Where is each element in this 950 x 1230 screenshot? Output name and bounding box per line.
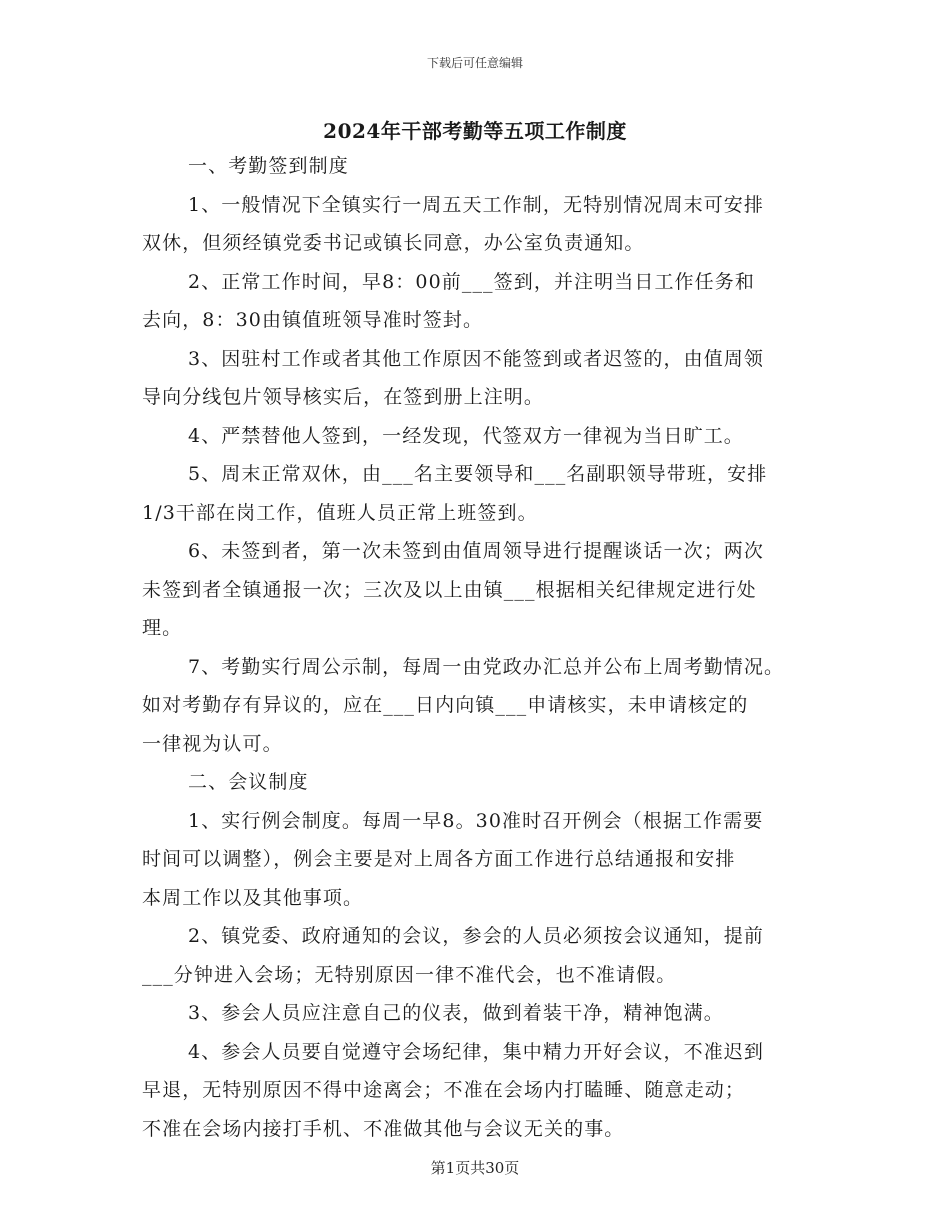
text-line: 7、考勤实行周公示制，每周一由党政办汇总并公布上周考勤情况。: [188, 655, 785, 678]
text-line: 2、镇党委、政府通知的会议，参会的人员必须按会议通知，提前: [188, 925, 764, 947]
document-body: [142, 147, 832, 1148]
text-line: 早退，无特别原因不得中途离会；不准在会场内打瞌睡、随意走动；: [142, 1079, 746, 1101]
text-line: 如对考勤存有异议的，应在___日内向镇___申请核实，未申请核定的: [142, 694, 749, 716]
text-line: 6、未签到者，第一次未签到由值周领导进行提醒谈话一次；两次: [188, 540, 764, 562]
text-line: 3、参会人员应注意自己的仪表，做到着装干净，精神饱满。: [188, 1002, 724, 1024]
text-line: 1、一般情况下全镇实行一周五天工作制，无特别情况周末可安排: [188, 193, 764, 216]
text-line: 双休，但须经镇党委书记或镇长同意，办公室负责通知。: [142, 232, 645, 254]
text-line: 二、会议制度: [188, 771, 309, 793]
text-line: 理。: [142, 617, 183, 639]
text-line: 2、正常工作时间，早8：00前___签到，并注明当日工作任务和: [188, 270, 755, 293]
text-line: 未签到者全镇通报一次；三次及以上由镇___根据相关纪律规定进行处: [142, 578, 757, 601]
text-line: 5、周末正常双休，由___名主要领导和___名副职领导带班，安排: [188, 463, 768, 485]
text-line: 4、严禁替他人签到，一经发现，代签双方一律视为当日旷工。: [188, 424, 744, 447]
text-line: 4、参会人员要自觉遵守会场纪律，集中精力开好会议，不准迟到: [188, 1040, 764, 1063]
text-line: 一律视为认可。: [142, 732, 283, 755]
text-line: 1、实行例会制度。每周一早8。30准时召开例会（根据工作需要: [188, 809, 764, 832]
text-line: 本周工作以及其他事项。: [142, 886, 364, 909]
text-line: 不准在会场内接打手机、不准做其他与会议无关的事。: [142, 1117, 625, 1140]
text-line: 时间可以调整），例会主要是对上周各方面工作进行总结通报和安排: [142, 848, 736, 870]
text-line: 1/3干部在岗工作，值班人员正常上班签到。: [142, 501, 538, 524]
text-line: 一、考勤签到制度: [188, 155, 349, 177]
document-title: 2024年干部考勤等五项工作制度: [323, 119, 627, 143]
page-number: 第1页共30页: [430, 1159, 520, 1177]
header-note: 下载后可任意编辑: [426, 56, 523, 70]
text-line: ___分钟进入会场；无特别原因一律不准代会，也不准请假。: [142, 963, 677, 986]
text-line: 去向，8：30由镇值班领导准时签封。: [142, 309, 484, 331]
text-line: 3、因驻村工作或者其他工作原因不能签到或者迟签的，由值周领: [188, 347, 764, 370]
text-line: 导向分线包片领导核实后，在签到册上注明。: [142, 386, 545, 408]
